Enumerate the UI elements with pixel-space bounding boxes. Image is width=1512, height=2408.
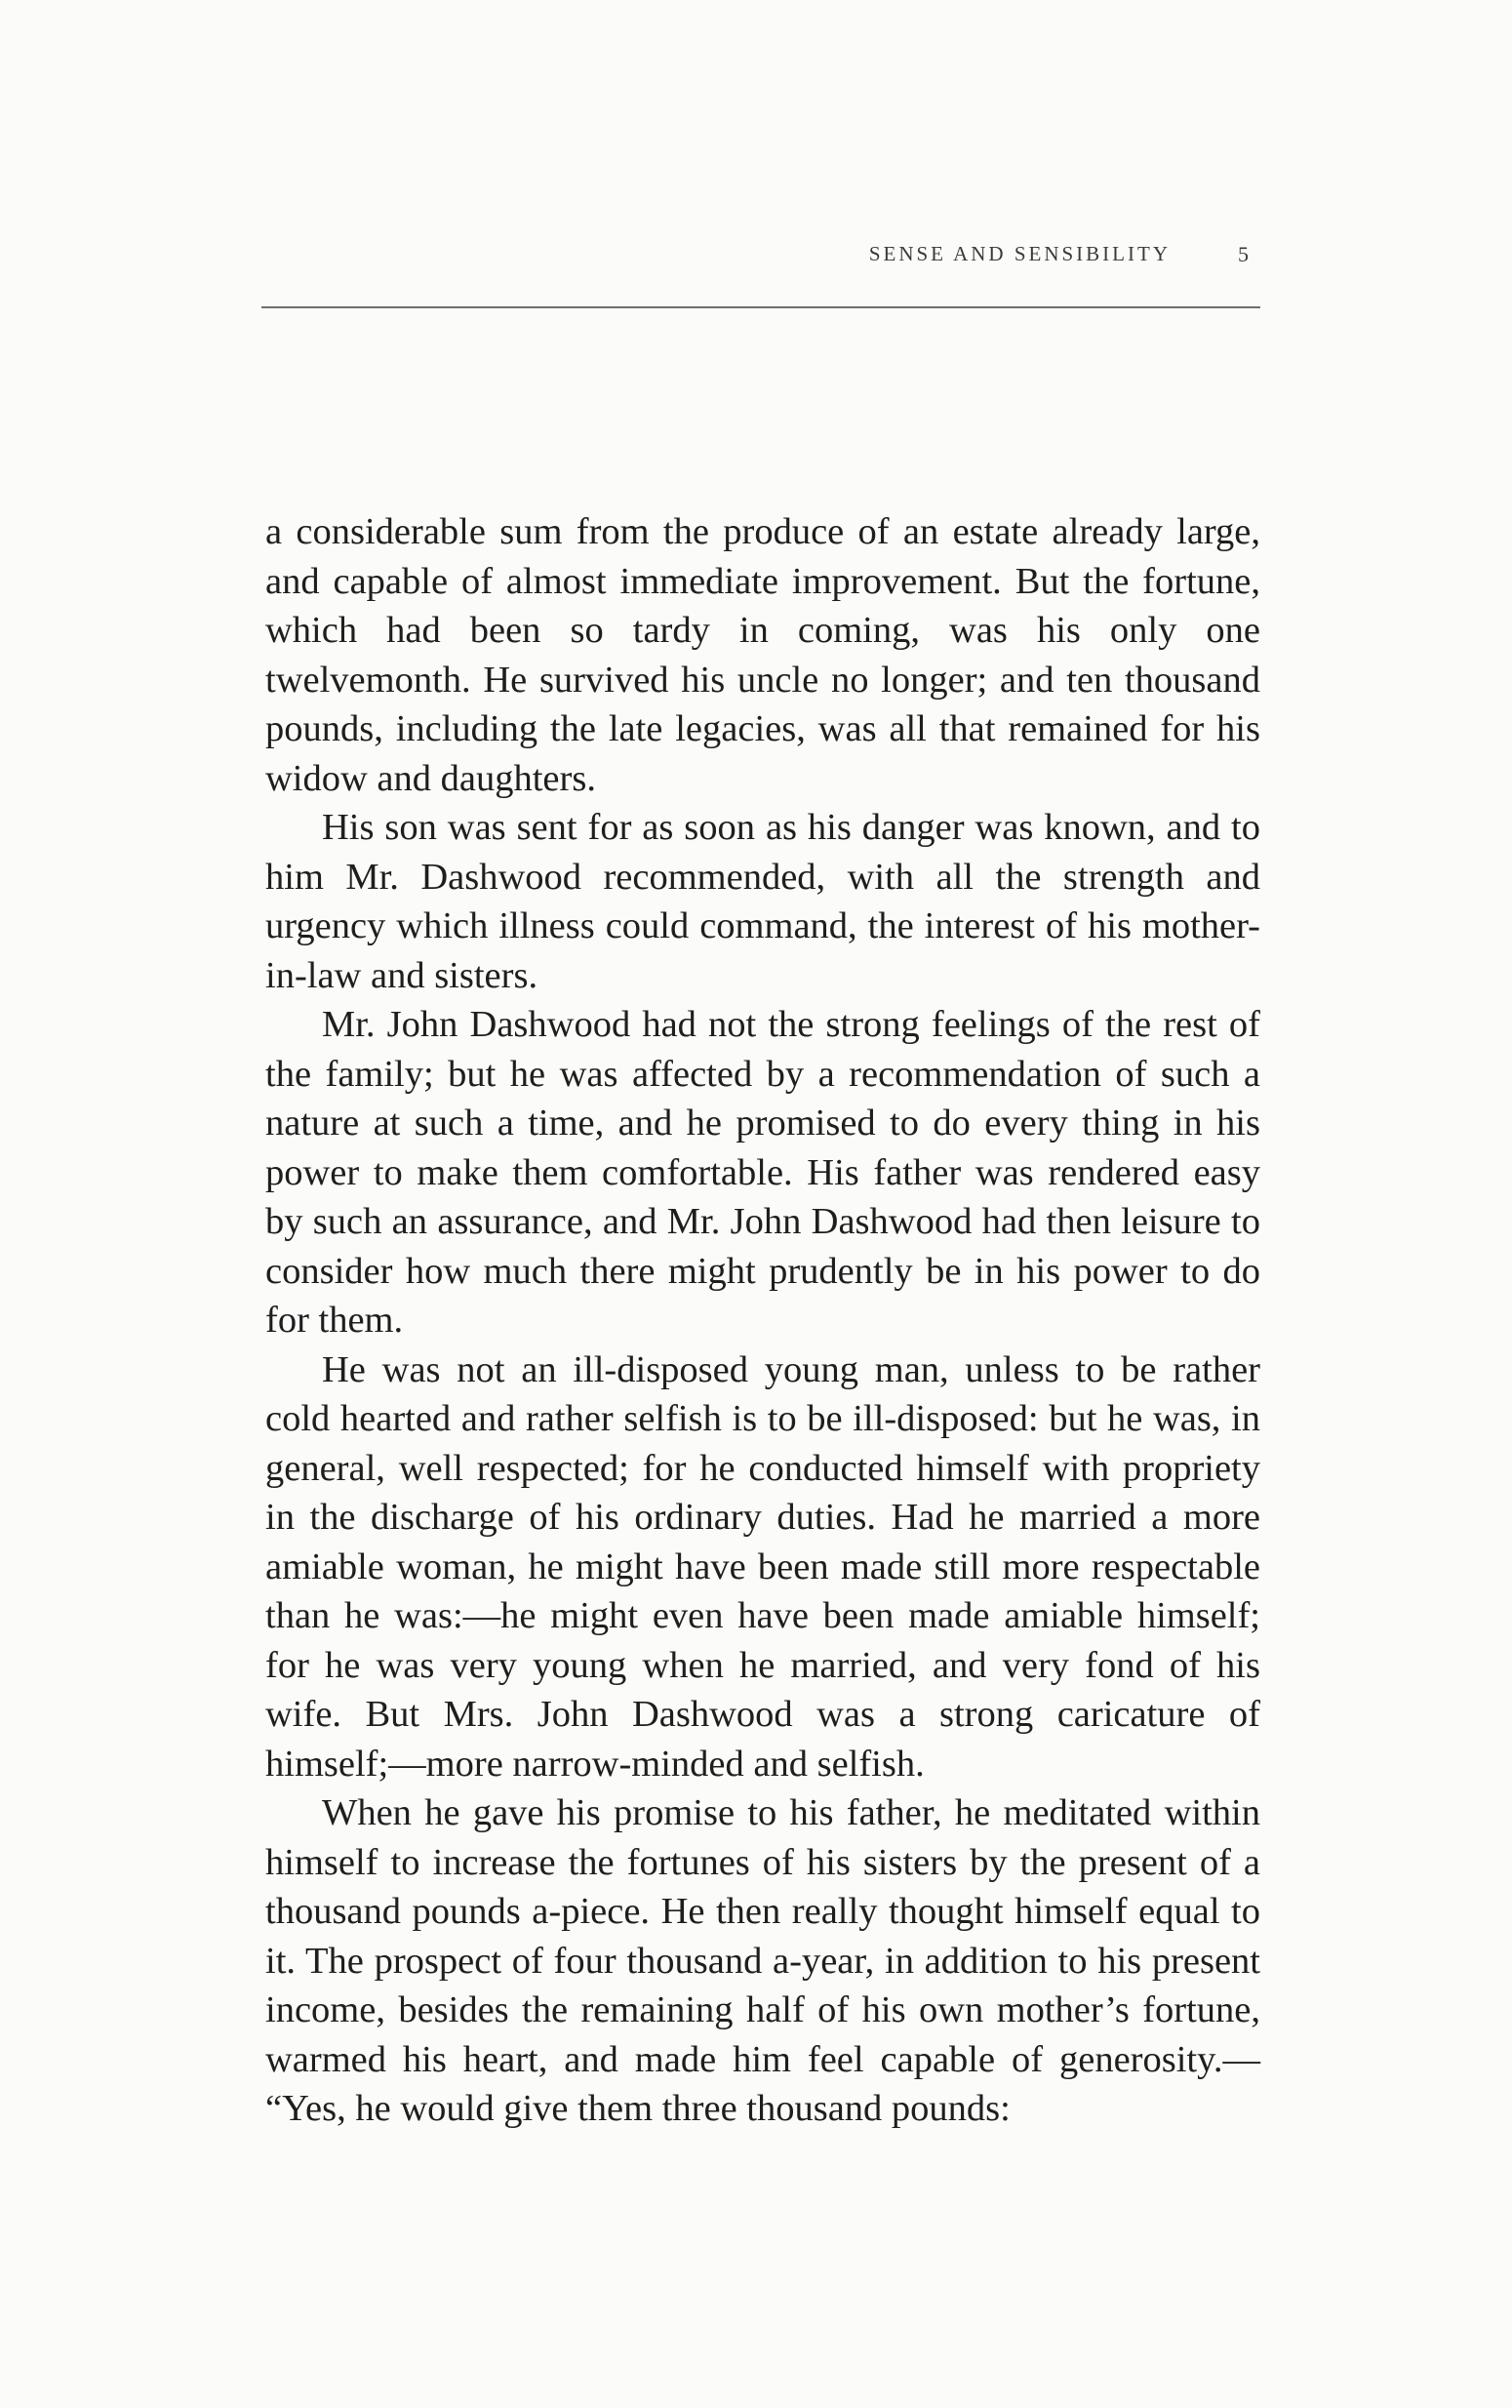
paragraph: His son was sent for as soon as his danger was known, and to him Mr. Dashwood recommended, with all the strength and urgency which illness could command, the interest of his mother-in-law and sisters. [265,807,1260,996]
page-number: 5 [1238,242,1249,266]
paragraph: He was not an ill-disposed young man, unless to be rather cold hearted and rather selfish is to be ill-disposed: but he was, in general, well respected; for he conducted himself with propriety in the discharge of his ordinary duties. Had he married a more amiable woman, he might have been made still more respectable than he was:—he might even have been made amiable himself; for he was very young when he married, and very fond of his wife. But Mrs. John Dashwood was a strong caricature of himself;—more narrow-minded and selfish. [265,1348,1260,1785]
running-head [263,242,1258,281]
paragraph: Mr. John Dashwood had not the strong feelings of the rest of the family; but he was affected by a recommendation of such a nature at such a time, and he promised to do every thing in his power to make them comfortable. His father was rendered easy by such an assurance, and Mr. John Dashwood had then leisure to consider how much there might prudently be in his power to do for them. [265,1004,1260,1341]
body-text [265,507,1260,2134]
running-title: SENSE AND SENSIBILITY [868,242,1171,265]
paragraph: When he gave his promise to his father, he meditated within himself to increase the fortunes of his sisters by the present of a thousand pounds a-piece. He then really thought himself equal to it. The prospect of four thousand a-year, in addition to his present income, besides the remaining half of his own mother’s fortune, warmed his heart, and made him feel capable of generosity.— “Yes, he would give them three thousand pounds: [265,1792,1260,2129]
header-rule [261,306,1260,308]
paragraph: a considerable sum from the produce of an estate already large, and capable of almost immediate improvement. But the fortune, which had been so tardy in coming, was his only one twelvemonth. He survived his uncle no longer; and ten thousand pounds, including the late legacies, was all that remained for his widow and daughters. [265,511,1260,799]
